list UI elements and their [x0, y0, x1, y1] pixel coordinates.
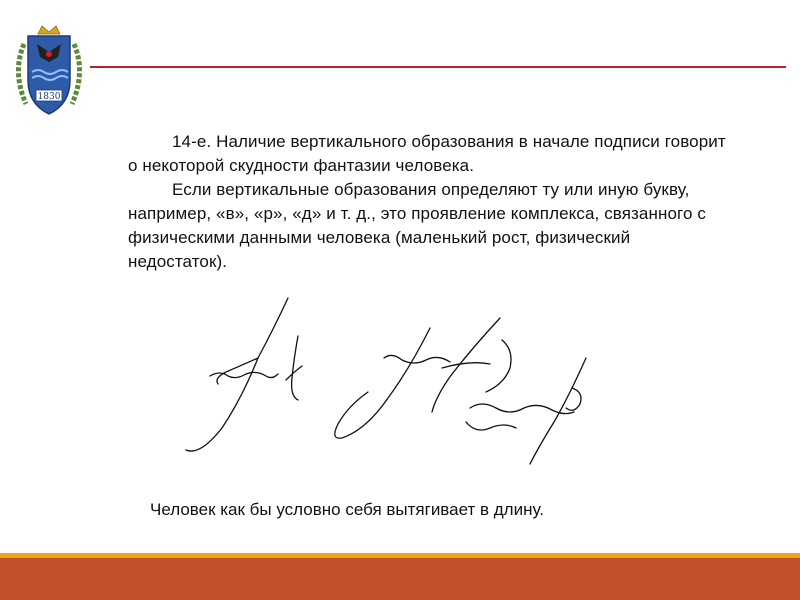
signature-stroke: [530, 358, 586, 464]
signature-stroke: [186, 298, 288, 451]
signature-stroke: [442, 363, 490, 368]
header-rule: [90, 66, 786, 68]
signature-stroke: [384, 355, 450, 363]
signature-stroke: [432, 318, 500, 412]
emblem-year: 1830: [37, 92, 61, 102]
footer-band: [0, 558, 800, 600]
signature-stroke: [486, 340, 511, 392]
signature-stroke: [292, 336, 298, 400]
university-crest-icon: [10, 24, 88, 120]
slide-caption: Человек как бы условно себя вытягивает в длину.: [150, 500, 545, 519]
paragraph-1: 14-е. Наличие вертикального образования в начале подписи говорит о некоторой скудности фантазии человека.: [128, 132, 726, 175]
signature-samples-image: [170, 288, 610, 478]
signature-stroke: [286, 366, 302, 380]
signature-stroke: [335, 328, 430, 438]
slide-body: [128, 130, 728, 274]
paragraph-2: Если вертикальные образования определяют ту или иную букву, например, «в», «р», «д» и т. д., это проявление комплекса, связанного с физическими данными человека (маленький рост, физический недостаток).: [128, 180, 706, 271]
signature-stroke: [217, 358, 258, 384]
signature-stroke: [470, 404, 574, 414]
signature-stroke: [566, 388, 581, 410]
signature-stroke: [466, 422, 516, 430]
